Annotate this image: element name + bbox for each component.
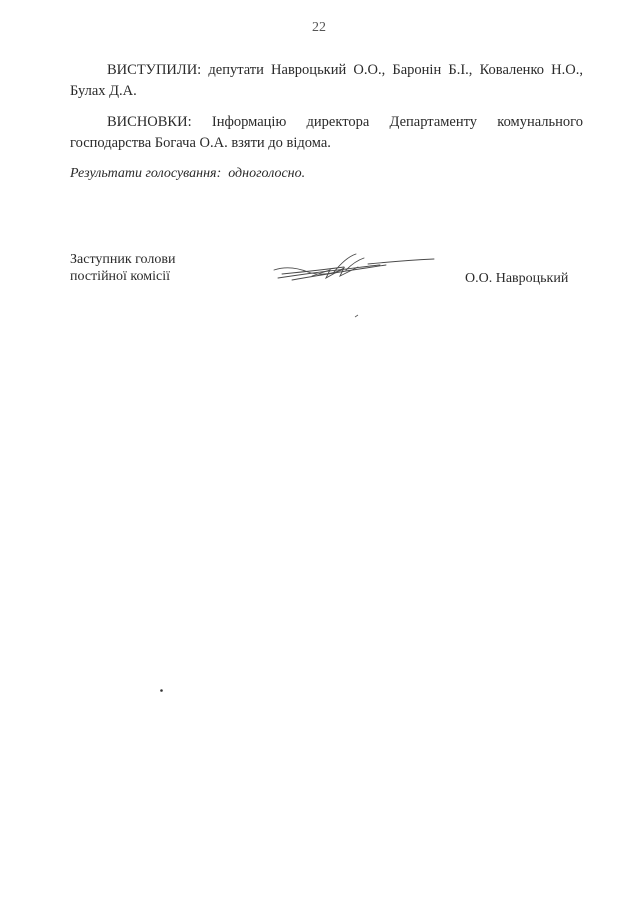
spoke-text: депутати Навроцький О.О., Баронін Б.І., Коваленко Н.О.,	[208, 62, 583, 78]
vote-value: одноголосно.	[228, 166, 306, 181]
conclusions-paragraph	[70, 112, 583, 154]
signatory-title	[70, 251, 175, 285]
vote-label: Результати голосування:	[70, 166, 222, 181]
scan-speck	[354, 314, 360, 318]
signatory-title-line-1: Заступник голови	[70, 252, 176, 267]
conclusions-line-1	[70, 112, 583, 133]
spoke-line-1	[70, 60, 583, 81]
handwritten-signature	[268, 248, 438, 288]
conclusions-label: ВИСНОВКИ:	[107, 114, 192, 130]
vote-result	[70, 163, 583, 184]
signatory-title-line-2: постійної комісії	[70, 269, 171, 284]
spoke-text-continued: Булах Д.А.	[70, 83, 137, 99]
conclusions-text: Інформацію директора Департаменту комунального	[211, 114, 584, 130]
signatory-name: О.О. Навроцький	[465, 271, 569, 286]
spoke-paragraph	[70, 60, 583, 102]
conclusions-text-continued: господарства Богача О.А. взяти до відома.	[70, 135, 331, 151]
spoke-label: ВИСТУПИЛИ:	[107, 62, 202, 78]
scan-speck	[159, 688, 164, 693]
page-number: 22	[312, 20, 326, 35]
